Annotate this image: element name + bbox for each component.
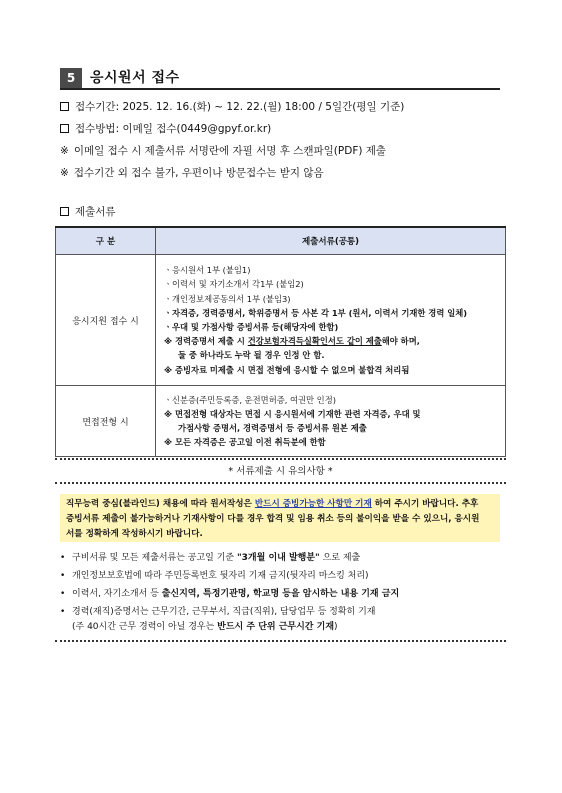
warning-highlight: 반드시 증빙가능한 사항만 기재 [254, 499, 372, 509]
note-item: ※ 모든 자격증은 공고일 이전 취득분에 한함 [164, 437, 326, 448]
list-item: • 구비서류 및 모든 제출서류는 공고일 기준 "3개월 이내 발행분" 으로 제출 [60, 553, 361, 563]
notice-title: * 서류제출 시 유의사항 * [228, 466, 333, 477]
section-number: 5 [60, 68, 82, 88]
warning-line: 직무능력 중심(블라인드) 채용에 따라 원서작성은 반드시 증빙가능한 사항만 기재 하여 주시기 바랍니다. 추후 [66, 499, 479, 509]
list-item: • 이력서, 자기소개서 등 출신지역, 특정기관명, 학교명 등을 암시하는 내용 기재 금지 [60, 589, 400, 599]
period-line: 접수기간: 2025. 12. 16.(화) ~ 12. 22.(월) 18:00 / 5일간(평일 기준) [60, 100, 404, 114]
column-header-documents: 제출서류(공통) [156, 227, 506, 255]
list-item: • 개인정보보호법에 따라 주민등록번호 뒷자리 기재 금지(뒷자리 마스킹 처리) [60, 571, 369, 581]
list-item-sub: (주 40시간 근무 경력이 아닐 경우는 반드시 주 단위 근무시간 기재) [72, 622, 338, 632]
list-item: ㆍ응시원서 1부 (붙임1) [164, 265, 251, 276]
dotted-divider [55, 640, 506, 642]
documents-table [55, 226, 506, 457]
table-row [56, 386, 506, 457]
docs-heading: 제출서류 [60, 205, 116, 219]
method-line: 접수방법: 이메일 접수(0449@gpyf.or.kr) [60, 122, 271, 136]
list-item: ㆍ개인정보제공동의서 1부 (붙임3) [164, 293, 291, 304]
list-item: ㆍ신분증(주민등록증, 운전면허증, 여권만 인정) [164, 394, 336, 405]
note-item: ※ 증빙자료 미제출 시 면접 전형에 응시할 수 없으며 불합격 처리됨 [164, 364, 410, 375]
column-header-category: 구 분 [56, 227, 156, 255]
checkbox-square-icon [60, 102, 69, 111]
note-item: ※ 경력증명서 제출 시 건강보험자격득실확인서도 같이 제출해야 하며, [164, 336, 420, 347]
note-line: ※ 이메일 접수 시 제출서류 서명란에 자필 서명 후 스캔파일(PDF) 제출 [60, 145, 387, 157]
warning-box [60, 494, 500, 542]
bullet-icon: • [60, 553, 66, 563]
checkbox-square-icon [60, 207, 69, 216]
list-item: ㆍ자격증, 경력증명서, 학위증명서 등 사본 각 1부 (원서, 이력서 기재한 경력 일체) [164, 307, 468, 318]
list-item: ㆍ이력서 및 자기소개서 각1부 (붙임2) [164, 279, 304, 290]
list-item: • 경력(재직)증명서는 근무기간, 근무부서, 직급(직위), 담당업무 등 정확히 기재 [60, 607, 376, 617]
table-header-row [56, 227, 506, 255]
warning-line: 증빙서류 제출이 불가능하거나 기재사항이 다를 경우 합격 및 임용 취소 등의 불이익을 받을 수 있으니, 응시원 [66, 514, 480, 524]
note-item: 둘 중 하나라도 누락 될 경우 인정 안 함. [178, 350, 325, 361]
bullet-icon: • [60, 571, 66, 581]
section-header [60, 68, 500, 90]
note-line: ※ 접수기간 외 접수 불가, 우편이나 방문접수는 받지 않음 [60, 167, 324, 179]
bullet-icon: • [60, 589, 66, 599]
section-title: 응시원서 접수 [90, 70, 180, 86]
dotted-divider [55, 482, 506, 484]
checkbox-square-icon [60, 124, 69, 133]
warning-line: 서를 정확하게 작성하시기 바랍니다. [66, 529, 203, 539]
table-row [56, 255, 506, 386]
reference-mark-icon: ※ [60, 145, 69, 157]
row-documents [156, 386, 506, 457]
row-documents [156, 255, 506, 386]
reference-mark-icon: ※ [60, 167, 69, 179]
row-category: 응시지원 접수 시 [56, 255, 156, 386]
section-divider [60, 88, 500, 90]
bullet-icon: • [60, 607, 66, 617]
row-category: 면접전형 시 [56, 386, 156, 457]
note-item: 가점사항 증명서, 경력증명서 등 증빙서류 원본 제출 [178, 423, 367, 433]
dotted-divider [55, 458, 506, 460]
note-item: ※ 면접전형 대상자는 면접 시 응시원서에 기재한 관련 자격증, 우대 및 [164, 408, 421, 419]
list-item: ㆍ우대 및 가점사항 증빙서류 등(해당자에 한함) [164, 322, 339, 332]
